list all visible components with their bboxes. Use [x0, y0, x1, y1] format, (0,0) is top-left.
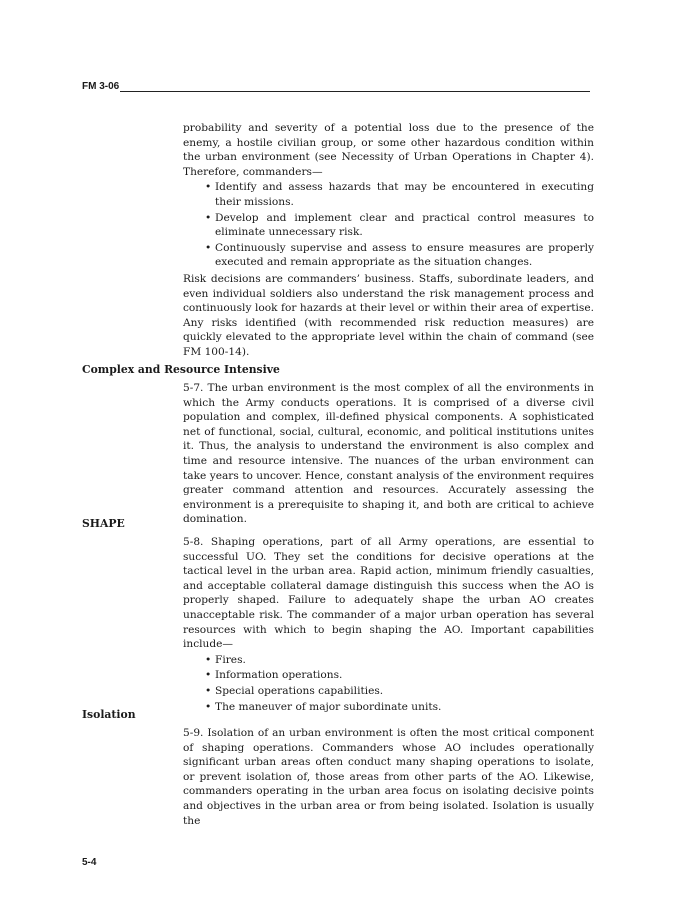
commander-duties-list: [183, 180, 594, 270]
paragraph-5-7: 5-7. The urban environment is the most complex of all the environments in which the Army conducts operations. It is comprised of a diverse civil population and complex, ill-defined physical components. A sophisticated net of functional, social, cultural, economic, and political institutions unites it. Thus, the analysis to understand the environment is also complex and time and resource intensive. The nuances of the urban environment can take years to uncover. Hence, constant analysis of the environment requires greater command attention and resources. Accurately assessing the environment is a prerequisite to shaping it, and both are critical to achieve domination.: [183, 382, 594, 526]
running-head-label: FM 3-06: [82, 81, 123, 92]
page-number: 5-4: [82, 857, 97, 868]
section-heading-complex: Complex and Resource Intensive: [82, 363, 280, 376]
list-item: • Special operations capabilities.: [205, 684, 594, 699]
list-item: • The maneuver of major subordinate units.: [205, 700, 594, 715]
risk-decisions-paragraph: Risk decisions are commanders’ business. Staffs, subordinate leaders, and even individual soldiers also understand the risk management process and continuously look for hazards at their level or within their area of expertise. Any risks identified (with recommended risk reduction measures) are quickly elevated to the appropriate level within the chain of command (see FM 100-14).: [183, 272, 594, 358]
list-item: • Continuously supervise and assess to ensure measures are properly executed and remain appropriate as the situation changes.: [205, 241, 594, 270]
capabilities-list: [183, 653, 594, 714]
running-head: [82, 81, 590, 97]
list-item: • Develop and implement clear and practical control measures to eliminate unnecessary risk.: [205, 211, 594, 240]
body-text-complex: [183, 381, 594, 527]
paragraph-5-8: 5-8. Shaping operations, part of all Army operations, are essential to successful UO. They set the conditions for decisive operations at the tactical level in the urban area. Rapid action, minimum friendly casualties, and acceptable collateral damage distinguish this success when the AO is properly shaped. Failure to adequately shape the urban AO creates unacceptable risk. The commander of a major urban operation has several resources with which to begin shaping the AO. Important capabilities include—: [183, 536, 594, 651]
list-item: • Information operations.: [205, 668, 594, 683]
paragraph-5-9: 5-9. Isolation of an urban environment is often the most critical component of shaping operations. Commanders whose AO includes operationally significant urban areas often conduct many shaping operations to isolate, or prevent isolation of, those areas from other parts of the AO. Likewise, commanders operating in the urban area focus on isolating decisive points and objectives in the urban area or from being isolated. Isolation is usually the: [183, 727, 594, 827]
body-text-top: [183, 121, 594, 360]
list-item: • Fires.: [205, 653, 594, 668]
section-heading-shape: SHAPE: [82, 517, 125, 530]
section-heading-isolation: Isolation: [82, 708, 136, 721]
header-rule: [120, 91, 590, 92]
list-item: • Identify and assess hazards that may be encountered in executing their missions.: [205, 180, 594, 209]
body-text-shape: [183, 535, 594, 716]
body-text-isolation: [183, 726, 594, 828]
continuation-paragraph: probability and severity of a potential loss due to the presence of the enemy, a hostile civilian group, or some other hazardous condition within the urban environment (see Necessity of Urban Operations in Chapter 4). Therefore, commanders—: [183, 122, 594, 178]
